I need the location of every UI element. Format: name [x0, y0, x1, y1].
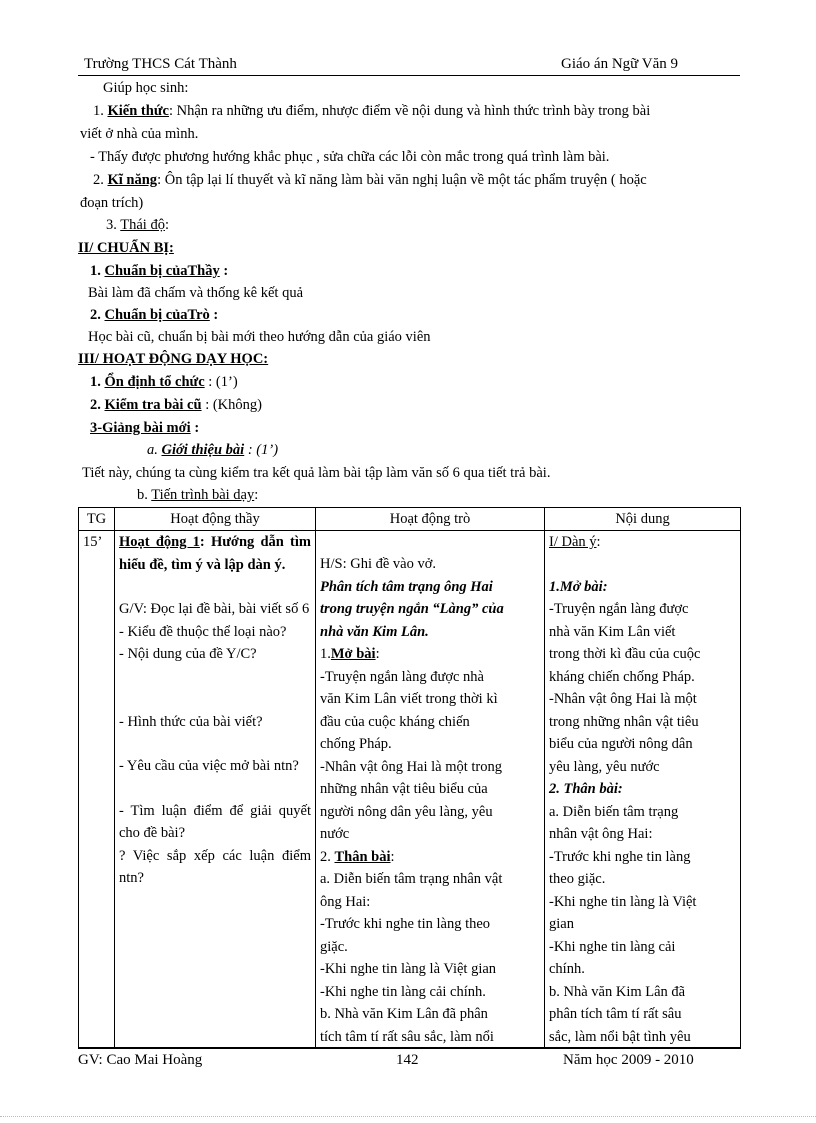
- skill-label: Kĩ năng: [107, 172, 158, 188]
- footer-page: 142: [396, 1052, 419, 1068]
- teacher-line: - Nội dung của đề Y/C?: [119, 646, 257, 662]
- org-label: Ổn định tổ chức: [104, 374, 205, 390]
- header-subject: Giáo án Ngữ Văn 9: [561, 56, 678, 72]
- teacher-prep-text: Bài làm đã chấm và thống kê kết quả: [88, 285, 304, 301]
- table-header-row: [79, 508, 741, 531]
- skill-line: 2. Kĩ năng: Ôn tập lại lí thuyết và kĩ năng làm bài văn nghị luận về một tác phẩm truyện ( hoặc: [93, 172, 647, 188]
- knowledge-line: 1. Kiến thức: Nhận ra những ưu điểm, nhược điểm về nội dung và hình thức trình bày trong bài: [93, 103, 651, 119]
- teacher-cell: [115, 531, 316, 1049]
- header-school: Trường THCS Cát Thành: [84, 56, 237, 72]
- teacher-prep-label: Chuẩn bị củaThầy: [104, 263, 220, 279]
- new-lesson-line: 3-Giảng bài mới :: [90, 420, 200, 436]
- attitude-line: 3. Thái độ:: [106, 217, 169, 233]
- header-rule: [78, 75, 740, 76]
- org-line: 1. Ổn định tổ chức : (1’): [90, 374, 238, 390]
- time-cell: 15’: [79, 531, 115, 1049]
- attitude-label: Thái độ: [120, 217, 165, 233]
- knowledge-line-2: viết ở nhà của mình.: [80, 126, 199, 142]
- check-line: 2. Kiểm tra bài cũ : (Không): [90, 397, 262, 413]
- footer-teacher: GV: Cao Mai Hoàng: [78, 1052, 203, 1068]
- header-teacher: Hoạt động thầy: [115, 508, 316, 531]
- student-prep-line: 2. Chuẩn bị củaTrò :: [90, 307, 219, 323]
- teacher-line: - Kiểu đề thuộc thể loại nào?: [119, 623, 287, 640]
- footer-year: Năm học 2009 - 2010: [563, 1052, 694, 1068]
- process-label: Tiến trình bài dạy: [151, 487, 255, 503]
- header-tg: TG: [79, 508, 115, 531]
- header-content: Nội dung: [545, 508, 741, 531]
- table-row: [79, 531, 741, 1049]
- content-cell: I/ Dàn ý: 1.Mở bài: -Truyện ngắn làng được nhà văn Kim Lân viết trong thời kì đầu của cuộc kháng chiến chống Pháp. -Nhân vật ông Hai là một trong những nhân vật tiêu biểu của người nông dân yêu làng, yêu nước 2. Thân bài: a. Diễn biến tâm trạng nhân vật ông Hai: -Trước khi nghe tin làng theo giặc. -Khi nghe tin làng là Việt gian -Khi nghe tin làng cải chính. b. Nhà văn Kim Lân đã phân tích tâm tí rất sâu sắc, làm nổi bật tình yêu: [545, 531, 741, 1049]
- teacher-line: - Hình thức của bài viết?: [119, 713, 263, 730]
- activity-title: Hoạt động 1: Hướng dẫn tìm hiểu đề, tìm ý và lập dàn ý.: [119, 534, 311, 573]
- knowledge-label: Kiến thức: [107, 103, 169, 119]
- intro-lesson-text: Tiết này, chúng ta cùng kiểm tra kết quả làm bài tập làm văn số 6 qua tiết trả bài.: [82, 465, 551, 481]
- student-prep-text: Học bài cũ, chuẩn bị bài mới theo hướng dẫn của giáo viên: [88, 329, 431, 345]
- teacher-line: - Tìm luận điểm để giải quyết cho đề bài?: [119, 802, 311, 841]
- fix-line: - Thấy được phương hướng khắc phục , sửa chữa các lỗi còn mắc trong quá trình làm bài.: [90, 149, 610, 165]
- skill-line-2: đoạn trích): [80, 195, 144, 211]
- student-cell: H/S: Ghi đề vào vở. Phân tích tâm trạng ông Hai trong truyện ngắn “Làng” của nhà văn Kim Lân. 1.Mở bài: -Truyện ngắn làng được nhà văn Kim Lân viết trong thời kì đầu của cuộc kháng chiến chống Pháp. -Nhân vật ông Hai là một trong những nhân vật tiêu biểu của người nông dân yêu làng, yêu nước 2. Thân bài: a. Diễn biến tâm trạng nhân vật ông Hai: -Trước khi nghe tin làng theo giặc. -Khi nghe tin làng là Việt gian -Khi nghe tin làng cải chính. b. Nhà văn Kim Lân đã phân tích tâm tí rất sâu sắc, làm nổi: [316, 531, 545, 1049]
- page-edge: [0, 1116, 816, 1117]
- teacher-line: ? Việc sắp xếp các luận điểm ntn?: [119, 847, 311, 886]
- help-label: Giúp học sinh:: [103, 80, 189, 96]
- footer-rule: [78, 1047, 740, 1048]
- student-prep-label: Chuẩn bị củaTrò: [104, 307, 210, 323]
- check-label: Kiểm tra bài cũ: [104, 397, 202, 413]
- activities-heading: III/ HOẠT ĐỘNG DẠY HỌC:: [78, 351, 269, 367]
- teacher-line: - Yêu cầu của việc mở bài ntn?: [119, 758, 299, 774]
- new-lesson-label: 3-Giảng bài mới: [90, 420, 191, 436]
- process-line: b. Tiến trình bài dạy:: [137, 487, 259, 503]
- teacher-line: G/V: Đọc lại đề bài, bài viết số 6: [119, 601, 310, 617]
- intro-lesson-label: Giới thiệu bài: [161, 442, 245, 458]
- header-student: Hoạt động trò: [316, 508, 545, 531]
- intro-lesson-line: a. Giới thiệu bài : (1’): [147, 442, 279, 458]
- prep-heading: II/ CHUẨN BỊ:: [78, 240, 174, 256]
- teacher-prep-line: 1. Chuẩn bị củaThầy :: [90, 263, 229, 279]
- lesson-table: [78, 507, 741, 1049]
